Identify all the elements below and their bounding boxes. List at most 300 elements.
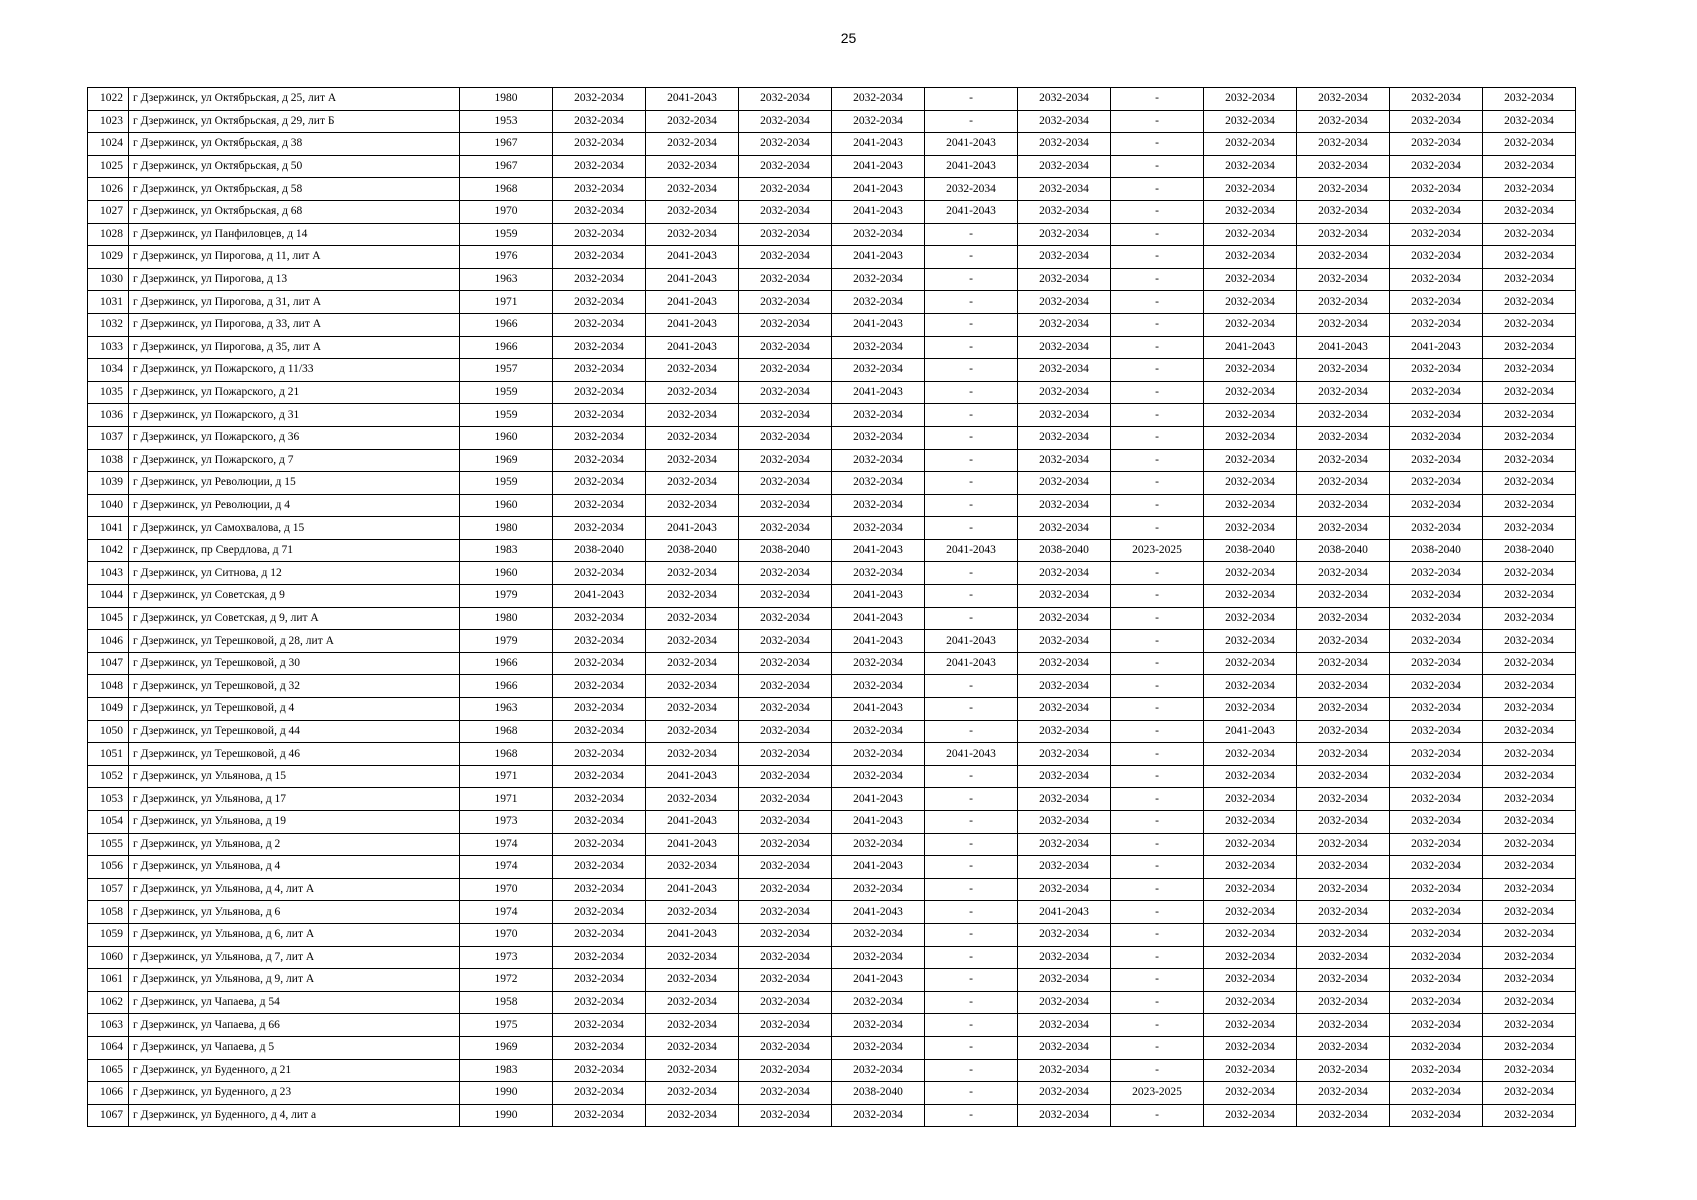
cell-period-3: 2032-2034 xyxy=(739,878,832,901)
cell-address: г Дзержинск, ул Октябрьская, д 29, лит Б xyxy=(129,110,460,133)
cell-period-6: 2032-2034 xyxy=(1018,155,1111,178)
cell-address: г Дзержинск, ул Пожарского, д 7 xyxy=(129,449,460,472)
cell-period-2: 2041-2043 xyxy=(646,765,739,788)
cell-period-7: - xyxy=(1111,313,1204,336)
cell-row-number: 1047 xyxy=(88,652,129,675)
cell-period-7: 2023-2025 xyxy=(1111,1082,1204,1105)
cell-year-built: 1974 xyxy=(460,901,553,924)
cell-period-8: 2032-2034 xyxy=(1204,652,1297,675)
cell-address: г Дзержинск, ул Ульянова, д 4 xyxy=(129,856,460,879)
cell-period-9: 2032-2034 xyxy=(1297,833,1390,856)
cell-row-number: 1043 xyxy=(88,562,129,585)
cell-period-8: 2032-2034 xyxy=(1204,811,1297,834)
cell-period-11: 2032-2034 xyxy=(1483,1104,1576,1127)
cell-address: г Дзержинск, ул Самохвалова, д 15 xyxy=(129,517,460,540)
cell-address: г Дзержинск, ул Ульянова, д 15 xyxy=(129,765,460,788)
cell-period-1: 2032-2034 xyxy=(553,404,646,427)
cell-row-number: 1063 xyxy=(88,1014,129,1037)
table-row xyxy=(88,223,1576,246)
cell-period-3: 2032-2034 xyxy=(739,268,832,291)
cell-period-9: 2032-2034 xyxy=(1297,291,1390,314)
cell-address: г Дзержинск, ул Октябрьская, д 68 xyxy=(129,200,460,223)
table-row xyxy=(88,133,1576,156)
cell-period-2: 2041-2043 xyxy=(646,268,739,291)
cell-row-number: 1035 xyxy=(88,381,129,404)
cell-period-5: - xyxy=(925,517,1018,540)
cell-period-3: 2032-2034 xyxy=(739,133,832,156)
cell-period-8: 2032-2034 xyxy=(1204,246,1297,269)
cell-period-10: 2032-2034 xyxy=(1390,494,1483,517)
cell-period-1: 2032-2034 xyxy=(553,381,646,404)
cell-period-8: 2032-2034 xyxy=(1204,969,1297,992)
cell-row-number: 1048 xyxy=(88,675,129,698)
cell-period-6: 2032-2034 xyxy=(1018,268,1111,291)
cell-period-4: 2041-2043 xyxy=(832,381,925,404)
cell-period-4: 2032-2034 xyxy=(832,743,925,766)
cell-period-7: - xyxy=(1111,946,1204,969)
page-number: 25 xyxy=(840,30,857,46)
cell-period-5: - xyxy=(925,833,1018,856)
cell-address: г Дзержинск, ул Пирогова, д 31, лит А xyxy=(129,291,460,314)
cell-period-9: 2032-2034 xyxy=(1297,359,1390,382)
cell-period-2: 2032-2034 xyxy=(646,223,739,246)
cell-year-built: 1971 xyxy=(460,291,553,314)
cell-period-11: 2032-2034 xyxy=(1483,720,1576,743)
cell-period-3: 2032-2034 xyxy=(739,494,832,517)
cell-year-built: 1970 xyxy=(460,200,553,223)
table-row xyxy=(88,969,1576,992)
cell-period-4: 2041-2043 xyxy=(832,539,925,562)
cell-address: г Дзержинск, ул Терешковой, д 28, лит А xyxy=(129,630,460,653)
cell-period-1: 2032-2034 xyxy=(553,720,646,743)
cell-period-7: - xyxy=(1111,856,1204,879)
cell-period-2: 2032-2034 xyxy=(646,178,739,201)
cell-period-6: 2032-2034 xyxy=(1018,133,1111,156)
cell-period-2: 2032-2034 xyxy=(646,652,739,675)
cell-year-built: 1960 xyxy=(460,426,553,449)
cell-row-number: 1066 xyxy=(88,1082,129,1105)
cell-period-7: - xyxy=(1111,788,1204,811)
cell-row-number: 1023 xyxy=(88,110,129,133)
table-row xyxy=(88,404,1576,427)
table-row xyxy=(88,517,1576,540)
cell-period-6: 2032-2034 xyxy=(1018,246,1111,269)
cell-period-4: 2041-2043 xyxy=(832,630,925,653)
cell-address: г Дзержинск, ул Советская, д 9, лит А xyxy=(129,607,460,630)
cell-period-3: 2032-2034 xyxy=(739,946,832,969)
cell-period-7: - xyxy=(1111,1014,1204,1037)
cell-period-4: 2032-2034 xyxy=(832,1036,925,1059)
cell-period-4: 2032-2034 xyxy=(832,291,925,314)
cell-period-10: 2032-2034 xyxy=(1390,178,1483,201)
cell-period-9: 2032-2034 xyxy=(1297,811,1390,834)
cell-period-8: 2032-2034 xyxy=(1204,698,1297,721)
cell-period-3: 2032-2034 xyxy=(739,88,832,111)
cell-period-4: 2032-2034 xyxy=(832,494,925,517)
cell-address: г Дзержинск, ул Пирогова, д 33, лит А xyxy=(129,313,460,336)
cell-period-2: 2032-2034 xyxy=(646,585,739,608)
cell-period-4: 2041-2043 xyxy=(832,246,925,269)
cell-period-2: 2032-2034 xyxy=(646,720,739,743)
cell-period-7: - xyxy=(1111,336,1204,359)
cell-period-8: 2041-2043 xyxy=(1204,720,1297,743)
cell-period-4: 2032-2034 xyxy=(832,991,925,1014)
cell-period-9: 2032-2034 xyxy=(1297,426,1390,449)
cell-row-number: 1053 xyxy=(88,788,129,811)
cell-address: г Дзержинск, ул Пирогова, д 11, лит А xyxy=(129,246,460,269)
cell-period-3: 2032-2034 xyxy=(739,698,832,721)
cell-address: г Дзержинск, ул Ульянова, д 6, лит А xyxy=(129,923,460,946)
cell-period-11: 2032-2034 xyxy=(1483,901,1576,924)
cell-address: г Дзержинск, ул Октябрьская, д 58 xyxy=(129,178,460,201)
cell-period-10: 2032-2034 xyxy=(1390,720,1483,743)
cell-period-1: 2032-2034 xyxy=(553,1104,646,1127)
cell-period-1: 2032-2034 xyxy=(553,426,646,449)
cell-period-7: - xyxy=(1111,268,1204,291)
cell-period-6: 2032-2034 xyxy=(1018,652,1111,675)
table-row xyxy=(88,291,1576,314)
cell-period-10: 2032-2034 xyxy=(1390,133,1483,156)
cell-period-5: - xyxy=(925,494,1018,517)
cell-period-1: 2032-2034 xyxy=(553,449,646,472)
cell-period-11: 2032-2034 xyxy=(1483,291,1576,314)
cell-period-5: - xyxy=(925,607,1018,630)
cell-period-5: - xyxy=(925,1104,1018,1127)
cell-period-3: 2032-2034 xyxy=(739,833,832,856)
cell-row-number: 1060 xyxy=(88,946,129,969)
cell-period-2: 2032-2034 xyxy=(646,1059,739,1082)
cell-period-2: 2038-2040 xyxy=(646,539,739,562)
cell-address: г Дзержинск, ул Пирогова, д 35, лит А xyxy=(129,336,460,359)
cell-period-10: 2032-2034 xyxy=(1390,404,1483,427)
cell-period-2: 2032-2034 xyxy=(646,969,739,992)
cell-period-9: 2032-2034 xyxy=(1297,675,1390,698)
cell-year-built: 1990 xyxy=(460,1082,553,1105)
cell-period-5: - xyxy=(925,449,1018,472)
cell-period-4: 2032-2034 xyxy=(832,88,925,111)
cell-year-built: 1957 xyxy=(460,359,553,382)
cell-row-number: 1038 xyxy=(88,449,129,472)
cell-period-7: - xyxy=(1111,155,1204,178)
cell-period-6: 2032-2034 xyxy=(1018,720,1111,743)
cell-row-number: 1041 xyxy=(88,517,129,540)
cell-year-built: 1953 xyxy=(460,110,553,133)
cell-year-built: 1959 xyxy=(460,381,553,404)
cell-period-1: 2032-2034 xyxy=(553,652,646,675)
cell-address: г Дзержинск, ул Ситнова, д 12 xyxy=(129,562,460,585)
cell-period-10: 2032-2034 xyxy=(1390,1036,1483,1059)
cell-period-5: 2032-2034 xyxy=(925,178,1018,201)
cell-year-built: 1959 xyxy=(460,472,553,495)
cell-period-9: 2032-2034 xyxy=(1297,652,1390,675)
cell-year-built: 1960 xyxy=(460,494,553,517)
table-row xyxy=(88,88,1576,111)
cell-period-7: - xyxy=(1111,833,1204,856)
cell-period-3: 2032-2034 xyxy=(739,675,832,698)
cell-row-number: 1058 xyxy=(88,901,129,924)
cell-period-11: 2032-2034 xyxy=(1483,698,1576,721)
cell-period-3: 2032-2034 xyxy=(739,1059,832,1082)
cell-period-7: - xyxy=(1111,449,1204,472)
cell-period-3: 2032-2034 xyxy=(739,630,832,653)
cell-period-2: 2032-2034 xyxy=(646,675,739,698)
cell-row-number: 1046 xyxy=(88,630,129,653)
cell-period-2: 2032-2034 xyxy=(646,562,739,585)
cell-period-5: - xyxy=(925,811,1018,834)
cell-period-2: 2032-2034 xyxy=(646,494,739,517)
cell-period-5: 2041-2043 xyxy=(925,200,1018,223)
cell-period-6: 2032-2034 xyxy=(1018,788,1111,811)
cell-period-2: 2032-2034 xyxy=(646,449,739,472)
cell-period-6: 2032-2034 xyxy=(1018,856,1111,879)
cell-period-11: 2032-2034 xyxy=(1483,223,1576,246)
cell-period-3: 2032-2034 xyxy=(739,449,832,472)
cell-period-3: 2032-2034 xyxy=(739,246,832,269)
cell-year-built: 1968 xyxy=(460,720,553,743)
cell-period-10: 2032-2034 xyxy=(1390,517,1483,540)
cell-period-5: - xyxy=(925,336,1018,359)
cell-period-11: 2032-2034 xyxy=(1483,494,1576,517)
cell-period-2: 2041-2043 xyxy=(646,878,739,901)
cell-period-1: 2032-2034 xyxy=(553,562,646,585)
cell-period-4: 2032-2034 xyxy=(832,562,925,585)
cell-row-number: 1052 xyxy=(88,765,129,788)
cell-period-10: 2032-2034 xyxy=(1390,607,1483,630)
cell-period-6: 2032-2034 xyxy=(1018,698,1111,721)
cell-period-8: 2032-2034 xyxy=(1204,946,1297,969)
cell-period-10: 2032-2034 xyxy=(1390,698,1483,721)
cell-address: г Дзержинск, ул Чапаева, д 66 xyxy=(129,1014,460,1037)
cell-period-11: 2032-2034 xyxy=(1483,788,1576,811)
cell-period-10: 2032-2034 xyxy=(1390,1082,1483,1105)
cell-period-3: 2032-2034 xyxy=(739,765,832,788)
cell-period-11: 2032-2034 xyxy=(1483,426,1576,449)
cell-period-9: 2032-2034 xyxy=(1297,856,1390,879)
cell-period-5: - xyxy=(925,856,1018,879)
cell-period-9: 2032-2034 xyxy=(1297,381,1390,404)
cell-period-2: 2032-2034 xyxy=(646,991,739,1014)
cell-period-11: 2032-2034 xyxy=(1483,1014,1576,1037)
cell-period-2: 2032-2034 xyxy=(646,133,739,156)
cell-period-11: 2032-2034 xyxy=(1483,110,1576,133)
cell-year-built: 1990 xyxy=(460,1104,553,1127)
cell-period-11: 2038-2040 xyxy=(1483,539,1576,562)
cell-period-11: 2032-2034 xyxy=(1483,359,1576,382)
cell-period-11: 2032-2034 xyxy=(1483,833,1576,856)
cell-period-11: 2032-2034 xyxy=(1483,404,1576,427)
cell-period-6: 2032-2034 xyxy=(1018,110,1111,133)
table-row xyxy=(88,1036,1576,1059)
cell-period-5: - xyxy=(925,472,1018,495)
cell-year-built: 1979 xyxy=(460,585,553,608)
cell-period-10: 2032-2034 xyxy=(1390,923,1483,946)
cell-period-10: 2032-2034 xyxy=(1390,675,1483,698)
cell-period-10: 2032-2034 xyxy=(1390,223,1483,246)
cell-period-5: - xyxy=(925,1059,1018,1082)
cell-year-built: 1980 xyxy=(460,517,553,540)
cell-address: г Дзержинск, ул Ульянова, д 2 xyxy=(129,833,460,856)
cell-period-6: 2032-2034 xyxy=(1018,878,1111,901)
cell-period-6: 2041-2043 xyxy=(1018,901,1111,924)
cell-period-9: 2032-2034 xyxy=(1297,88,1390,111)
cell-period-3: 2032-2034 xyxy=(739,404,832,427)
cell-period-7: - xyxy=(1111,494,1204,517)
cell-period-11: 2032-2034 xyxy=(1483,811,1576,834)
cell-address: г Дзержинск, пр Свердлова, д 71 xyxy=(129,539,460,562)
cell-period-11: 2032-2034 xyxy=(1483,246,1576,269)
cell-period-6: 2032-2034 xyxy=(1018,1036,1111,1059)
cell-period-5: 2041-2043 xyxy=(925,630,1018,653)
cell-year-built: 1968 xyxy=(460,743,553,766)
cell-period-1: 2032-2034 xyxy=(553,133,646,156)
cell-address: г Дзержинск, ул Пожарского, д 21 xyxy=(129,381,460,404)
cell-period-3: 2032-2034 xyxy=(739,788,832,811)
cell-period-4: 2032-2034 xyxy=(832,1014,925,1037)
cell-period-7: - xyxy=(1111,133,1204,156)
cell-period-9: 2032-2034 xyxy=(1297,788,1390,811)
cell-period-9: 2032-2034 xyxy=(1297,155,1390,178)
cell-year-built: 1976 xyxy=(460,246,553,269)
cell-year-built: 1966 xyxy=(460,336,553,359)
cell-period-8: 2032-2034 xyxy=(1204,313,1297,336)
cell-period-7: - xyxy=(1111,1059,1204,1082)
cell-address: г Дзержинск, ул Октябрьская, д 25, лит А xyxy=(129,88,460,111)
cell-period-8: 2041-2043 xyxy=(1204,336,1297,359)
cell-period-8: 2038-2040 xyxy=(1204,539,1297,562)
cell-period-2: 2041-2043 xyxy=(646,833,739,856)
cell-period-8: 2032-2034 xyxy=(1204,1082,1297,1105)
cell-period-6: 2032-2034 xyxy=(1018,517,1111,540)
cell-period-1: 2032-2034 xyxy=(553,1036,646,1059)
table-row xyxy=(88,268,1576,291)
cell-period-9: 2032-2034 xyxy=(1297,449,1390,472)
cell-period-9: 2032-2034 xyxy=(1297,1059,1390,1082)
cell-year-built: 1973 xyxy=(460,811,553,834)
cell-period-9: 2032-2034 xyxy=(1297,133,1390,156)
cell-period-7: - xyxy=(1111,607,1204,630)
cell-period-4: 2032-2034 xyxy=(832,720,925,743)
cell-period-3: 2032-2034 xyxy=(739,562,832,585)
cell-period-6: 2032-2034 xyxy=(1018,675,1111,698)
cell-period-1: 2032-2034 xyxy=(553,359,646,382)
cell-period-7: - xyxy=(1111,698,1204,721)
cell-row-number: 1030 xyxy=(88,268,129,291)
cell-period-7: - xyxy=(1111,110,1204,133)
cell-period-8: 2032-2034 xyxy=(1204,743,1297,766)
cell-row-number: 1042 xyxy=(88,539,129,562)
cell-period-11: 2032-2034 xyxy=(1483,472,1576,495)
cell-address: г Дзержинск, ул Ульянова, д 9, лит А xyxy=(129,969,460,992)
cell-period-6: 2032-2034 xyxy=(1018,426,1111,449)
cell-period-5: - xyxy=(925,878,1018,901)
cell-period-6: 2032-2034 xyxy=(1018,562,1111,585)
table-row xyxy=(88,539,1576,562)
cell-period-2: 2032-2034 xyxy=(646,426,739,449)
cell-period-7: - xyxy=(1111,765,1204,788)
cell-row-number: 1062 xyxy=(88,991,129,1014)
cell-period-11: 2032-2034 xyxy=(1483,1082,1576,1105)
cell-period-9: 2032-2034 xyxy=(1297,1082,1390,1105)
cell-address: г Дзержинск, ул Революции, д 15 xyxy=(129,472,460,495)
cell-period-9: 2032-2034 xyxy=(1297,110,1390,133)
cell-period-10: 2032-2034 xyxy=(1390,630,1483,653)
cell-period-11: 2032-2034 xyxy=(1483,878,1576,901)
cell-period-5: - xyxy=(925,991,1018,1014)
cell-period-8: 2032-2034 xyxy=(1204,765,1297,788)
cell-year-built: 1974 xyxy=(460,856,553,879)
cell-period-3: 2032-2034 xyxy=(739,381,832,404)
cell-period-1: 2032-2034 xyxy=(553,200,646,223)
cell-period-3: 2038-2040 xyxy=(739,539,832,562)
cell-period-7: - xyxy=(1111,811,1204,834)
cell-period-5: 2041-2043 xyxy=(925,652,1018,675)
table-row xyxy=(88,811,1576,834)
cell-period-8: 2032-2034 xyxy=(1204,449,1297,472)
cell-address: г Дзержинск, ул Октябрьская, д 38 xyxy=(129,133,460,156)
cell-period-5: - xyxy=(925,313,1018,336)
cell-period-4: 2032-2034 xyxy=(832,675,925,698)
cell-address: г Дзержинск, ул Чапаева, д 5 xyxy=(129,1036,460,1059)
table-row xyxy=(88,698,1576,721)
cell-period-9: 2032-2034 xyxy=(1297,246,1390,269)
cell-period-10: 2032-2034 xyxy=(1390,155,1483,178)
cell-period-2: 2041-2043 xyxy=(646,517,739,540)
cell-period-2: 2041-2043 xyxy=(646,811,739,834)
table-row xyxy=(88,200,1576,223)
cell-period-3: 2032-2034 xyxy=(739,359,832,382)
table-row xyxy=(88,155,1576,178)
cell-period-6: 2032-2034 xyxy=(1018,833,1111,856)
cell-period-2: 2032-2034 xyxy=(646,856,739,879)
cell-row-number: 1039 xyxy=(88,472,129,495)
cell-period-4: 2032-2034 xyxy=(832,359,925,382)
table-row xyxy=(88,110,1576,133)
cell-period-5: - xyxy=(925,426,1018,449)
cell-period-1: 2032-2034 xyxy=(553,1014,646,1037)
cell-period-1: 2032-2034 xyxy=(553,765,646,788)
cell-period-7: - xyxy=(1111,246,1204,269)
cell-period-4: 2041-2043 xyxy=(832,133,925,156)
table-row xyxy=(88,246,1576,269)
cell-period-2: 2032-2034 xyxy=(646,359,739,382)
cell-period-8: 2032-2034 xyxy=(1204,562,1297,585)
cell-address: г Дзержинск, ул Терешковой, д 46 xyxy=(129,743,460,766)
cell-period-4: 2032-2034 xyxy=(832,1104,925,1127)
cell-period-2: 2032-2034 xyxy=(646,901,739,924)
cell-address: г Дзержинск, ул Пожарского, д 36 xyxy=(129,426,460,449)
table-row xyxy=(88,178,1576,201)
cell-row-number: 1026 xyxy=(88,178,129,201)
cell-period-2: 2032-2034 xyxy=(646,404,739,427)
cell-year-built: 1966 xyxy=(460,652,553,675)
cell-period-1: 2032-2034 xyxy=(553,630,646,653)
cell-period-9: 2038-2040 xyxy=(1297,539,1390,562)
cell-period-4: 2032-2034 xyxy=(832,336,925,359)
cell-period-8: 2032-2034 xyxy=(1204,675,1297,698)
cell-period-7: - xyxy=(1111,200,1204,223)
table-row xyxy=(88,1059,1576,1082)
cell-year-built: 1969 xyxy=(460,1036,553,1059)
cell-year-built: 1970 xyxy=(460,923,553,946)
cell-row-number: 1061 xyxy=(88,969,129,992)
cell-period-5: - xyxy=(925,720,1018,743)
cell-period-9: 2032-2034 xyxy=(1297,607,1390,630)
cell-period-8: 2032-2034 xyxy=(1204,1014,1297,1037)
cell-year-built: 1959 xyxy=(460,223,553,246)
cell-period-3: 2032-2034 xyxy=(739,426,832,449)
cell-period-8: 2032-2034 xyxy=(1204,788,1297,811)
cell-period-10: 2032-2034 xyxy=(1390,426,1483,449)
